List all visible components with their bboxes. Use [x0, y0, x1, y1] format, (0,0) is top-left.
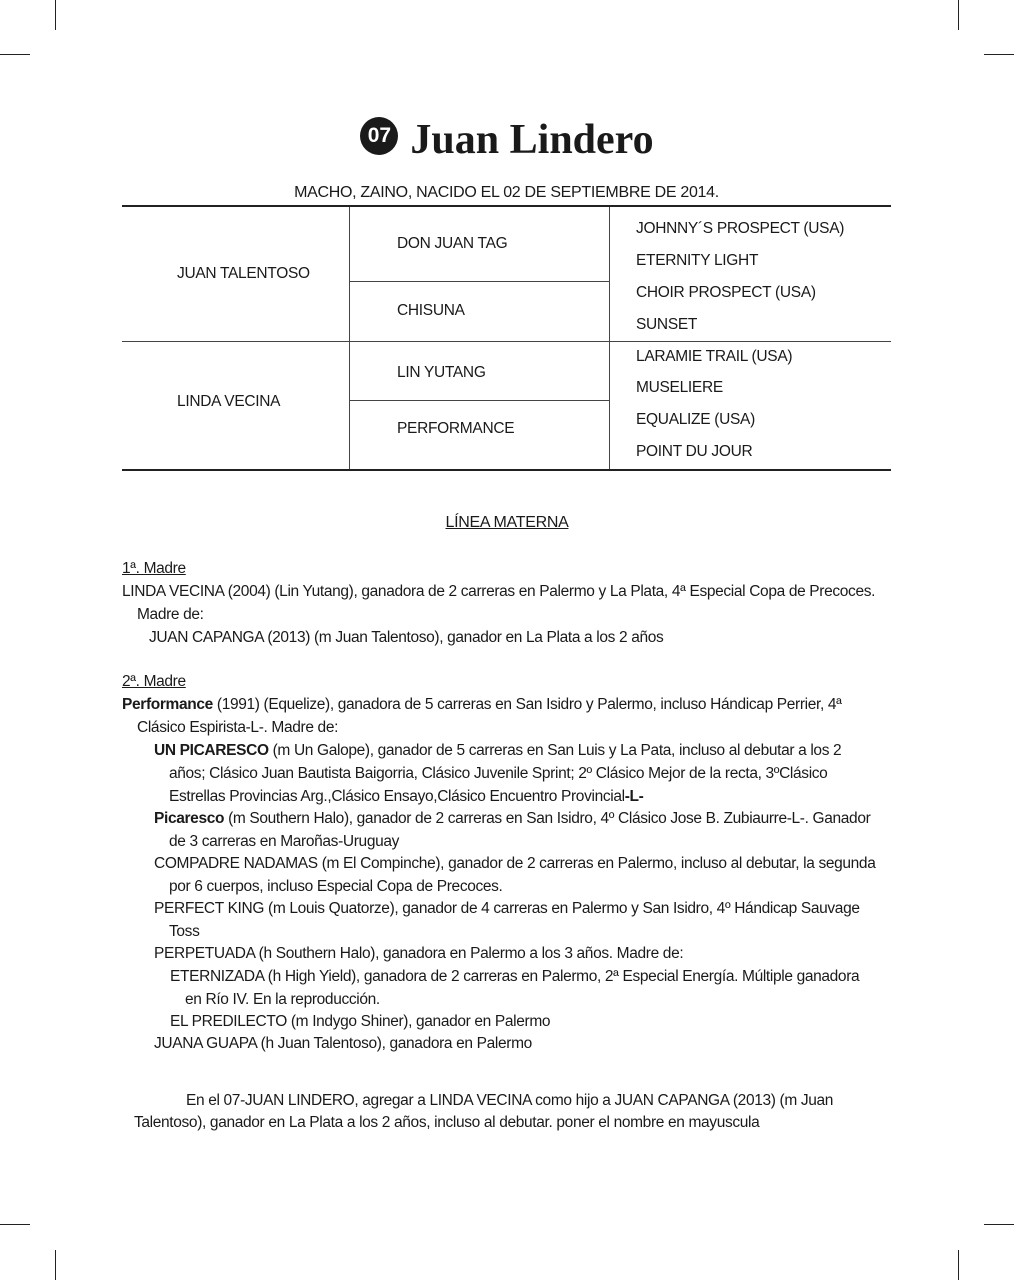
gen3-ancestor: CHOIR PROSPECT (USA): [636, 284, 816, 301]
offspring-entry: años; Clásico Juan Bautista Baigorria, Clásico Juvenile Sprint; 2º Clásico Mejor de la recta, 3ºClásico: [169, 765, 828, 782]
grand-offspring-entry: EL PREDILECTO (m Indygo Shiner), ganador en Palermo: [170, 1013, 551, 1030]
first-dam-offspring: JUAN CAPANGA (2013) (m Juan Talentoso), ganador en La Plata a los 2 años: [149, 629, 664, 646]
grand-offspring-entry: ETERNIZADA (h High Yield), ganadora de 2 carreras en Palermo, 2ª Especial Energía. Múltiple ganadora: [170, 968, 860, 985]
offspring-entry: por 6 cuerpos, incluso Especial Copa de Precoces.: [169, 878, 503, 895]
horse-title: [0, 116, 1014, 164]
offspring-entry: de 3 carreras en Maroñas-Uruguay: [169, 833, 400, 850]
dam-dam: PERFORMANCE: [397, 420, 515, 437]
gen3-ancestor: POINT DU JOUR: [636, 443, 753, 460]
gen3-ancestor: ETERNITY LIGHT: [636, 252, 759, 269]
second-dam-heading: 2ª. Madre: [122, 673, 186, 690]
offspring-entry: Estrellas Provincias Arg.,Clásico Ensayo,Clásico Encuentro Provincial-L-: [169, 788, 644, 805]
offspring-entry: Picaresco (m Southern Halo), ganador de 2 carreras en San Isidro, 4º Clásico Jose B. Zubiaurre-L-. Ganador: [154, 810, 871, 827]
gen3-ancestor: JOHNNY´S PROSPECT (USA): [636, 220, 845, 237]
second-dam-text: Performance (1991) (Equelize), ganadora de 5 carreras en San Isidro y Palermo, incluso Hándicap Perrier, 4ª: [122, 696, 842, 713]
editor-note: Talentoso), ganador en La Plata a los 2 años, incluso al debutar. poner el nombre en mayuscula: [134, 1114, 760, 1131]
gen3-ancestor: SUNSET: [636, 316, 698, 333]
crop-mark: [0, 54, 30, 55]
dam-sire: LIN YUTANG: [397, 364, 486, 381]
offspring-entry: JUANA GUAPA (h Juan Talentoso), ganadora en Palermo: [154, 1035, 532, 1052]
sire: JUAN TALENTOSO: [177, 265, 310, 282]
crop-mark: [958, 1250, 959, 1280]
editor-note: En el 07-JUAN LINDERO, agregar a LINDA VECINA como hijo a JUAN CAPANGA (2013) (m Juan: [186, 1092, 834, 1109]
gen3-ancestor: EQUALIZE (USA): [636, 411, 755, 428]
first-dam-heading: 1ª. Madre: [122, 560, 186, 577]
gen3-ancestor: LARAMIE TRAIL (USA): [636, 348, 793, 365]
offspring-entry: COMPADRE NADAMAS (m El Compinche), ganador de 2 carreras en Palermo, incluso al debutar, la segunda: [154, 855, 876, 872]
offspring-entry: PERFECT KING (m Louis Quatorze), ganador de 4 carreras en Palermo y San Isidro, 4º Hándicap Sauvage: [154, 900, 860, 917]
grand-offspring-entry: en Río IV. En la reproducción.: [185, 991, 380, 1008]
horse-subtitle: MACHO, ZAINO, NACIDO EL 02 DE SEPTIEMBRE DE 2014.: [294, 184, 719, 201]
crop-mark: [55, 1250, 56, 1280]
crop-mark: [958, 0, 959, 30]
crop-mark: [55, 0, 56, 30]
second-dam-text: Clásico Espirista-L-. Madre de:: [137, 719, 339, 736]
crop-mark: [984, 1224, 1014, 1225]
pedigree-table: [122, 205, 891, 471]
horse-name: Juan Lindero: [410, 117, 654, 163]
sire-dam: CHISUNA: [397, 302, 465, 319]
first-dam-text: LINDA VECINA (2004) (Lin Yutang), ganadora de 2 carreras en Palermo y La Plata, 4ª Especial Copa de Precoces.: [122, 583, 876, 600]
sire-sire: DON JUAN TAG: [397, 235, 508, 252]
first-dam-text: Madre de:: [137, 606, 204, 623]
dam: LINDA VECINA: [177, 393, 281, 410]
offspring-entry: Toss: [169, 923, 200, 940]
entry-number-badge: 07: [360, 117, 398, 155]
crop-mark: [984, 54, 1014, 55]
offspring-entry: PERPETUADA (h Southern Halo), ganadora en Palermo a los 3 años. Madre de:: [154, 945, 684, 962]
section-title-maternal-line: LÍNEA MATERNA: [445, 514, 569, 531]
second-dam-name: Performance: [122, 696, 213, 713]
crop-mark: [0, 1224, 30, 1225]
offspring-entry: UN PICARESCO (m Un Galope), ganador de 5 carreras en San Luis y La Pata, incluso al debutar a los 2: [154, 742, 842, 759]
gen3-ancestor: MUSELIERE: [636, 379, 723, 396]
